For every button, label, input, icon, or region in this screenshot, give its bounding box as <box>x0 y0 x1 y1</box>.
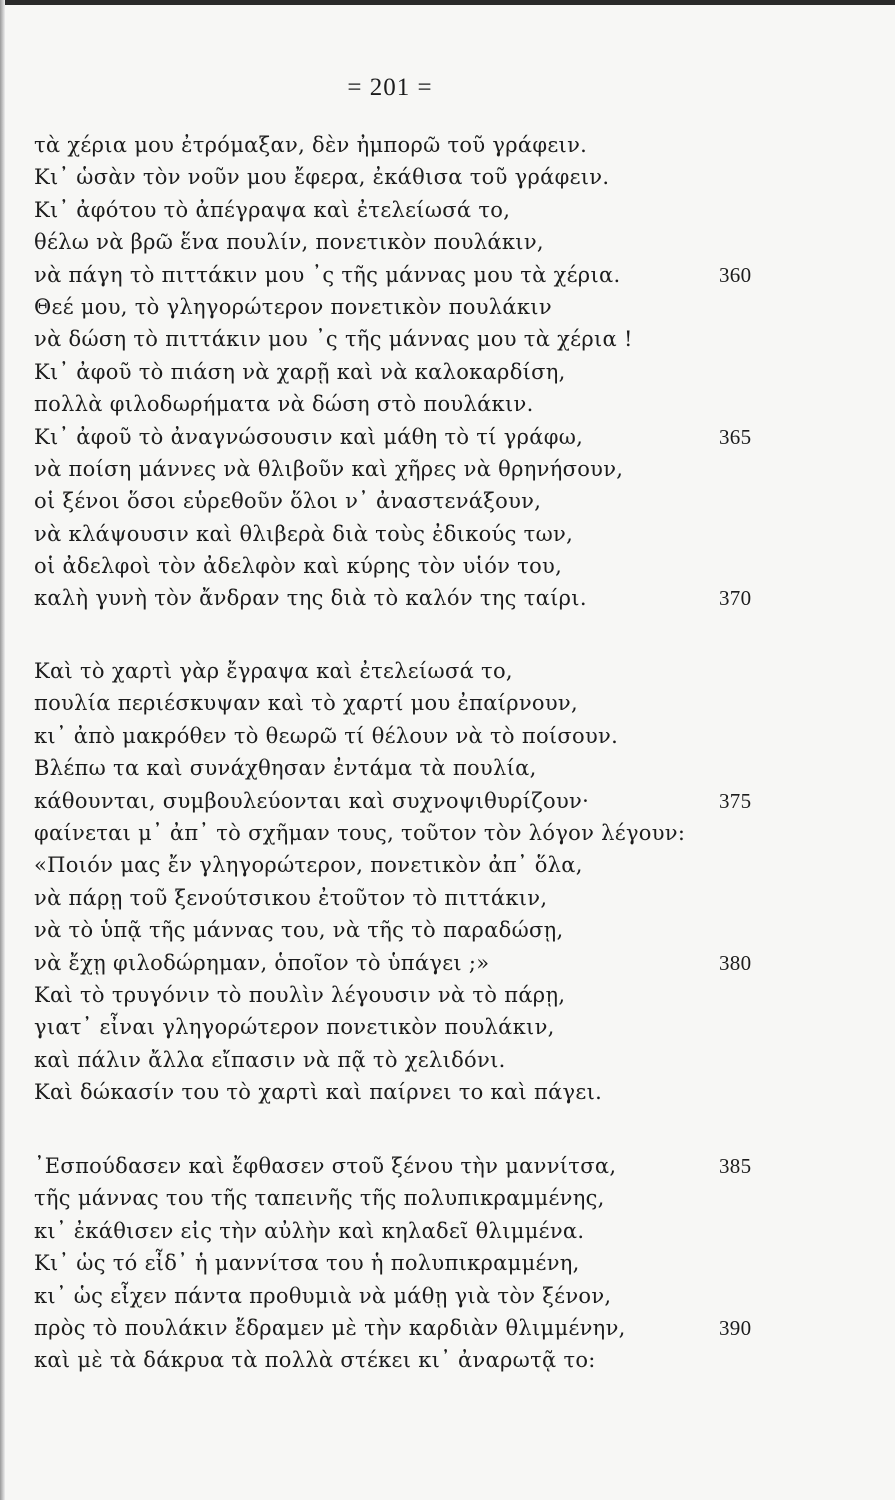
line-number: 370 <box>719 586 752 611</box>
verse-line <box>34 687 854 719</box>
page-left-edge <box>0 0 5 1500</box>
verse-text: Καὶ τὸ τρυγόνιν τὸ πουλὶν λέγουσιν νὰ τὸ πάρῃ, <box>34 982 566 1007</box>
verse-text: Κι᾽ ἀφοῦ τὸ ἀναγνώσουσιν καὶ μάθη τὸ τί γράφω, <box>34 424 584 449</box>
verse-line <box>34 421 854 453</box>
verse-text: νὰ τὸ ὑπᾷ τῆς μάννας του, νὰ τῆς τὸ παραδώσῃ, <box>34 918 564 943</box>
verse-line <box>34 785 854 817</box>
verse-line <box>34 129 854 161</box>
verse-line <box>34 882 854 914</box>
verse-text: Βλέπω τα καὶ συνάχθησαν ἐντάμα τὰ πουλία, <box>34 756 537 781</box>
verse-text: νὰ δώση τὸ πιττάκιν μου ᾽ς τῆς μάννας μου τὰ χέρια ! <box>34 327 633 352</box>
verse-line <box>34 356 854 388</box>
verse-text: Κι᾽ ἀφότου τὸ ἀπέγραψα καὶ ἐτελείωσά το, <box>34 197 511 222</box>
verse-line <box>34 259 854 291</box>
verse-text: Κι᾽ ὡς τό εἶδ᾽ ἡ μαννίτσα του ἡ πολυπικραμμένη, <box>34 1251 580 1276</box>
verse-text: οἱ ἀδελφοὶ τὸν ἀδελφὸν καὶ κύρης τὸν υἱόν του, <box>34 554 563 579</box>
verse-line <box>34 388 854 420</box>
verse-line <box>34 323 854 355</box>
verse-line <box>34 1344 854 1376</box>
stanza-1 <box>34 129 854 615</box>
line-number: 375 <box>719 788 752 813</box>
verse-text: κι᾽ ὡς εἶχεν πάντα προθυμιὰ νὰ μάθῃ γιὰ τὸν ξένον, <box>34 1283 612 1308</box>
verse-line <box>34 550 854 582</box>
verse-line <box>34 720 854 752</box>
verse-line <box>34 1247 854 1279</box>
verse-text: κι᾽ ἐκάθισεν εἰς τὴν αὐλὴν καὶ κηλαδεῖ θλιμμένα. <box>34 1218 585 1243</box>
verse-line <box>34 849 854 881</box>
verse-text: Κι᾽ ὡσὰν τὸν νοῦν μου ἔφερα, ἐκάθισα τοῦ γράφειν. <box>34 165 610 190</box>
line-number: 380 <box>719 950 752 975</box>
verse-text: νὰ ἔχῃ φιλοδώρημαν, ὁποῖον τὸ ὑπάγει ;» <box>34 950 490 975</box>
verse-text: Κι᾽ ἀφοῦ τὸ πιάση νὰ χαρῇ καὶ νὰ καλοκαρδίση, <box>34 359 566 384</box>
verse-line <box>34 485 854 517</box>
page-top-edge <box>0 0 895 5</box>
verse-text: γιατ᾽ εἶναι γληγορώτερον πονετικὸν πουλάκιν, <box>34 1015 555 1040</box>
verse-text: Καὶ δώκασίν του τὸ χαρτὶ καὶ παίρνει το καὶ πάγει. <box>34 1080 603 1105</box>
verse-line <box>34 1215 854 1247</box>
verse-text: θέλω νὰ βρῶ ἕνα πουλίν, πονετικὸν πουλάκιν, <box>34 230 544 255</box>
verse-line <box>34 226 854 258</box>
verse-text: πρὸς τὸ πουλάκιν ἔδραμεν μὲ τὴν καρδιὰν θλιμμένην, <box>34 1315 626 1340</box>
verse-line <box>34 914 854 946</box>
verse-line <box>34 1182 854 1214</box>
verse-line <box>34 817 854 849</box>
stanza-2 <box>34 655 854 1108</box>
verse-text: φαίνεται μ᾽ ἀπ᾽ τὸ σχῆμαν τους, τοῦτον τὸν λόγον λέγουν: <box>34 820 686 845</box>
verse-line <box>34 453 854 485</box>
stanza-3 <box>34 1150 854 1377</box>
verse-line <box>34 161 854 193</box>
verse-text: Θεέ μου, τὸ γληγορώτερον πονετικὸν πουλάκιν <box>34 294 552 319</box>
verse-text: ᾽Εσπούδασεν καὶ ἔφθασεν στοῦ ξένου τὴν μαννίτσα, <box>34 1154 617 1178</box>
verse-text: καὶ πάλιν ἄλλα εἴπασιν νὰ πᾷ τὸ χελιδόνι. <box>34 1047 506 1072</box>
verse-text: πολλὰ φιλοδωρήματα νὰ δώση στὸ πουλάκιν. <box>34 392 534 417</box>
verse-text: «Ποιόν μας ἔν γληγορώτερον, πονετικὸν ἀπ᾽ ὅλα, <box>34 853 583 878</box>
verse-text: Καὶ τὸ χαρτὶ γὰρ ἔγραψα καὶ ἐτελείωσά το, <box>34 659 513 683</box>
verse-text: νὰ πάγη τὸ πιττάκιν μου ᾽ς τῆς μάννας μου τὰ χέρια. <box>34 262 621 287</box>
verse-line <box>34 1011 854 1043</box>
line-number: 385 <box>719 1154 752 1178</box>
verse-line <box>34 752 854 784</box>
verse-line <box>34 291 854 323</box>
page-number: = 201 = <box>347 74 433 101</box>
line-number: 365 <box>719 424 752 449</box>
verse-line <box>34 582 854 614</box>
verse-line <box>34 1312 854 1344</box>
verse-text: νὰ κλάψουσιν καὶ θλιβερὰ διὰ τοὺς ἐδικούς των, <box>34 521 574 546</box>
verse-line <box>34 1150 854 1182</box>
verse-text: τῆς μάννας του τῆς ταπεινῆς τῆς πολυπικραμμένης, <box>34 1186 605 1211</box>
verse-text: νὰ πάρῃ τοῦ ξενούτσικου ἐτοῦτον τὸ πιττάκιν, <box>34 885 548 910</box>
verse-line <box>34 947 854 979</box>
verse-text: καλὴ γυνὴ τὸν ἄνδραν της διὰ τὸ καλόν της ταίρι. <box>34 586 587 611</box>
verse-line <box>34 1280 854 1312</box>
verse-line <box>34 979 854 1011</box>
verse-text: οἱ ξένοι ὅσοι εὑρεθοῦν ὅλοι ν᾽ ἀναστενάξουν, <box>34 489 542 514</box>
verse-line <box>34 194 854 226</box>
line-number: 390 <box>719 1315 752 1340</box>
verse-text: κι᾽ ἀπὸ μακρόθεν τὸ θεωρῶ τί θέλουν νὰ τὸ ποίσουν. <box>34 723 619 748</box>
verse-line <box>34 655 854 687</box>
verse-line <box>34 1076 854 1108</box>
verse-text: νὰ ποίση μάννες νὰ θλιβοῦν καὶ χῆρες νὰ θρηνήσουν, <box>34 456 624 481</box>
line-number: 360 <box>719 262 752 287</box>
verse-text: τὰ χέρια μου ἐτρόμαξαν, δὲν ἠμπορῶ τοῦ γράφειν. <box>34 133 588 157</box>
verse-line <box>34 518 854 550</box>
verse-text: πουλία περιέσκυψαν καὶ τὸ χαρτί μου ἐπαίρνουν, <box>34 691 578 716</box>
verse-text: κάθουνται, συμβουλεύονται καὶ συχνοψιθυρίζουν· <box>34 788 590 813</box>
verse-text: καὶ μὲ τὰ δάκρυα τὰ πολλὰ στέκει κι᾽ ἀναρωτᾷ το: <box>34 1348 596 1373</box>
verse-line <box>34 1044 854 1076</box>
